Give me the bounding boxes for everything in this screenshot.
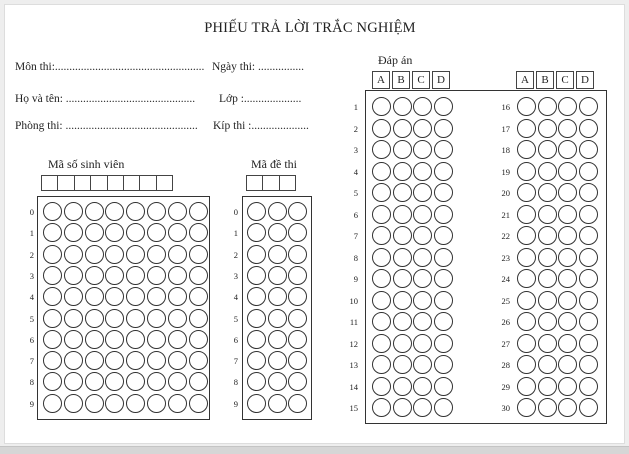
answer-bubble[interactable] bbox=[393, 162, 412, 181]
answer-bubble[interactable] bbox=[538, 377, 557, 396]
answer-bubble[interactable] bbox=[538, 355, 557, 374]
student-id-bubble[interactable] bbox=[64, 394, 83, 413]
row-digit-label: 0 bbox=[233, 207, 238, 217]
student-id-bubble[interactable] bbox=[64, 351, 83, 370]
exam-code-bubble[interactable] bbox=[268, 330, 287, 349]
student-id-bubble[interactable] bbox=[85, 266, 104, 285]
answer-bubble[interactable] bbox=[517, 312, 536, 331]
student-id-bubble[interactable] bbox=[85, 330, 104, 349]
student-id-bubble[interactable] bbox=[64, 330, 83, 349]
answer-bubble[interactable] bbox=[372, 248, 391, 267]
student-id-bubble[interactable] bbox=[189, 309, 208, 328]
exam-code-bubble[interactable] bbox=[268, 351, 287, 370]
question-number: 20 bbox=[501, 188, 510, 198]
student-id-bubble[interactable] bbox=[64, 245, 83, 264]
exam-code-bubble[interactable] bbox=[247, 202, 266, 221]
answer-bubble[interactable] bbox=[434, 162, 453, 181]
exam-code-digit-box bbox=[262, 175, 279, 191]
exam-code-digit-box bbox=[246, 175, 263, 191]
student-id-bubble[interactable] bbox=[64, 309, 83, 328]
answer-option-d-header: D bbox=[432, 71, 450, 89]
student-id-bubble[interactable] bbox=[168, 287, 187, 306]
question-number: 26 bbox=[501, 317, 510, 327]
answer-bubble[interactable] bbox=[538, 398, 557, 417]
question-number: 11 bbox=[349, 317, 358, 327]
answer-bubble[interactable] bbox=[434, 119, 453, 138]
student-id-bubble[interactable] bbox=[189, 351, 208, 370]
student-id-bubble[interactable] bbox=[189, 330, 208, 349]
student-id-bubble[interactable] bbox=[168, 351, 187, 370]
answer-bubble[interactable] bbox=[579, 312, 598, 331]
question-number: 7 bbox=[353, 231, 358, 241]
answer-bubble[interactable] bbox=[393, 334, 412, 353]
student-id-bubble[interactable] bbox=[105, 309, 124, 328]
answer-bubble[interactable] bbox=[393, 398, 412, 417]
answer-bubble[interactable] bbox=[579, 398, 598, 417]
student-id-bubble[interactable] bbox=[126, 394, 145, 413]
question-number: 6 bbox=[353, 209, 358, 220]
mon-thi-field: Môn thi:.................................................... bbox=[15, 61, 205, 73]
student-id-bubble[interactable] bbox=[168, 394, 187, 413]
answer-bubble[interactable] bbox=[558, 334, 577, 353]
answer-bubble[interactable] bbox=[538, 183, 557, 202]
answer-bubble[interactable] bbox=[372, 183, 391, 202]
student-id-bubble[interactable] bbox=[147, 394, 166, 413]
row-digit-label: 2 bbox=[29, 249, 34, 260]
student-id-bubble[interactable] bbox=[168, 245, 187, 264]
row-digit-label: 5 bbox=[29, 313, 34, 324]
answer-bubble[interactable] bbox=[393, 248, 412, 267]
exam-code-bubble[interactable] bbox=[268, 223, 287, 242]
answer-bubble[interactable] bbox=[434, 269, 453, 288]
answer-bubble[interactable] bbox=[372, 398, 391, 417]
student-id-bubble[interactable] bbox=[126, 309, 145, 328]
answer-bubble[interactable] bbox=[393, 119, 412, 138]
exam-code-bubble[interactable] bbox=[247, 330, 266, 349]
exam-code-bubble[interactable] bbox=[247, 245, 266, 264]
question-number: 21 bbox=[501, 209, 510, 220]
question-number: 5 bbox=[353, 188, 358, 198]
answer-bubble[interactable] bbox=[434, 248, 453, 267]
answer-bubble[interactable] bbox=[579, 269, 598, 288]
answer-bubble[interactable] bbox=[372, 291, 391, 310]
answer-option-a-header: A bbox=[516, 71, 534, 89]
student-id-digit-box bbox=[41, 175, 58, 191]
answer-bubble[interactable] bbox=[413, 312, 432, 331]
exam-code-write-boxes bbox=[246, 175, 295, 191]
student-id-bubble[interactable] bbox=[64, 287, 83, 306]
answer-option-b-header: B bbox=[536, 71, 554, 89]
answer-bubble[interactable] bbox=[538, 119, 557, 138]
student-id-bubble[interactable] bbox=[64, 202, 83, 221]
question-number: 2 bbox=[353, 123, 358, 134]
row-digit-label: 6 bbox=[29, 334, 34, 345]
answer-bubble[interactable] bbox=[558, 291, 577, 310]
answer-option-d-header: D bbox=[576, 71, 594, 89]
student-id-bubble[interactable] bbox=[189, 372, 208, 391]
question-number: 24 bbox=[501, 274, 510, 284]
student-id-digit-box bbox=[74, 175, 91, 191]
student-id-bubble[interactable] bbox=[85, 223, 104, 242]
answer-bubble[interactable] bbox=[393, 291, 412, 310]
ho-ten-field: Họ và tên: ............................................. bbox=[15, 93, 196, 105]
answer-bubble[interactable] bbox=[413, 183, 432, 202]
answer-bubble[interactable] bbox=[413, 269, 432, 288]
answer-bubble[interactable] bbox=[372, 355, 391, 374]
student-id-bubble[interactable] bbox=[147, 266, 166, 285]
student-id-bubble[interactable] bbox=[189, 223, 208, 242]
student-id-bubble[interactable] bbox=[147, 245, 166, 264]
student-id-bubble[interactable] bbox=[85, 287, 104, 306]
student-id-write-boxes bbox=[41, 175, 172, 191]
exam-code-bubble[interactable] bbox=[247, 351, 266, 370]
ngay-thi-field: Ngày thi: ................ bbox=[212, 61, 304, 73]
row-digit-label: 8 bbox=[233, 377, 238, 388]
student-id-bubble[interactable] bbox=[64, 223, 83, 242]
student-id-bubble[interactable] bbox=[147, 330, 166, 349]
exam-code-bubble[interactable] bbox=[288, 330, 307, 349]
row-digit-label: 9 bbox=[29, 398, 34, 409]
answer-bubble[interactable] bbox=[413, 377, 432, 396]
answer-bubble[interactable] bbox=[434, 226, 453, 245]
student-id-bubble[interactable] bbox=[168, 202, 187, 221]
answer-bubble[interactable] bbox=[538, 248, 557, 267]
question-number: 22 bbox=[501, 231, 510, 241]
student-id-bubble[interactable] bbox=[85, 202, 104, 221]
answer-bubble[interactable] bbox=[372, 377, 391, 396]
answer-bubble[interactable] bbox=[434, 97, 453, 116]
answer-bubble[interactable] bbox=[413, 248, 432, 267]
exam-code-bubble[interactable] bbox=[288, 245, 307, 264]
exam-code-bubble[interactable] bbox=[247, 394, 266, 413]
row-digit-label: 2 bbox=[233, 249, 238, 260]
student-id-bubble[interactable] bbox=[168, 330, 187, 349]
answer-bubble[interactable] bbox=[579, 334, 598, 353]
answer-bubble[interactable] bbox=[579, 377, 598, 396]
answer-bubble[interactable] bbox=[517, 183, 536, 202]
exam-code-label: Mã đề thi bbox=[251, 157, 297, 171]
answer-option-c-header: C bbox=[412, 71, 430, 89]
answer-bubble[interactable] bbox=[558, 355, 577, 374]
answer-option-a-header: A bbox=[372, 71, 390, 89]
answer-bubble[interactable] bbox=[517, 398, 536, 417]
answer-bubble[interactable] bbox=[434, 291, 453, 310]
student-id-bubble[interactable] bbox=[126, 330, 145, 349]
answer-bubble[interactable] bbox=[558, 269, 577, 288]
student-id-bubble[interactable] bbox=[43, 330, 62, 349]
answer-bubble[interactable] bbox=[538, 291, 557, 310]
question-number: 23 bbox=[501, 252, 510, 263]
exam-code-bubble[interactable] bbox=[288, 202, 307, 221]
answer-bubble[interactable] bbox=[413, 398, 432, 417]
answer-bubble[interactable] bbox=[517, 377, 536, 396]
answer-bubble[interactable] bbox=[372, 334, 391, 353]
exam-code-bubble[interactable] bbox=[288, 309, 307, 328]
answer-bubble[interactable] bbox=[517, 355, 536, 374]
answer-bubble[interactable] bbox=[579, 226, 598, 245]
answers-label: Đáp án bbox=[378, 53, 413, 67]
answer-bubble[interactable] bbox=[434, 312, 453, 331]
row-digit-label: 8 bbox=[29, 377, 34, 388]
answer-bubble[interactable] bbox=[538, 97, 557, 116]
answer-bubble[interactable] bbox=[372, 205, 391, 224]
question-number: 10 bbox=[349, 295, 358, 306]
answer-bubble[interactable] bbox=[558, 183, 577, 202]
answer-bubble[interactable] bbox=[538, 269, 557, 288]
question-number: 25 bbox=[501, 295, 510, 306]
answer-bubble[interactable] bbox=[372, 312, 391, 331]
answer-bubble[interactable] bbox=[517, 269, 536, 288]
student-id-bubble[interactable] bbox=[64, 266, 83, 285]
answer-bubble[interactable] bbox=[434, 398, 453, 417]
question-number: 29 bbox=[501, 381, 510, 392]
question-number: 17 bbox=[501, 123, 510, 134]
answer-bubble[interactable] bbox=[579, 291, 598, 310]
answer-bubble[interactable] bbox=[517, 334, 536, 353]
row-digit-label: 5 bbox=[233, 313, 238, 324]
answer-bubble[interactable] bbox=[372, 226, 391, 245]
row-digit-label: 3 bbox=[29, 270, 34, 281]
phong-thi-field: Phòng thi: .............................................. bbox=[15, 120, 198, 132]
answer-bubble[interactable] bbox=[372, 97, 391, 116]
answer-bubble[interactable] bbox=[579, 119, 598, 138]
answer-bubble[interactable] bbox=[372, 140, 391, 159]
exam-code-bubble[interactable] bbox=[247, 309, 266, 328]
answer-options-header-1 bbox=[372, 71, 452, 89]
answer-bubble[interactable] bbox=[413, 205, 432, 224]
exam-code-bubble[interactable] bbox=[288, 266, 307, 285]
answer-bubble[interactable] bbox=[413, 226, 432, 245]
answer-bubble[interactable] bbox=[517, 226, 536, 245]
answer-bubble[interactable] bbox=[393, 97, 412, 116]
exam-code-bubble[interactable] bbox=[288, 394, 307, 413]
answer-bubble[interactable] bbox=[413, 119, 432, 138]
row-digit-label: 9 bbox=[233, 398, 238, 409]
question-number: 19 bbox=[501, 166, 510, 177]
kip-thi-field: Kíp thi :.................... bbox=[213, 120, 309, 132]
student-id-bubble[interactable] bbox=[43, 394, 62, 413]
answer-bubble[interactable] bbox=[413, 162, 432, 181]
student-id-bubble[interactable] bbox=[168, 309, 187, 328]
student-id-bubble[interactable] bbox=[147, 351, 166, 370]
answer-bubble[interactable] bbox=[434, 183, 453, 202]
row-digit-label: 7 bbox=[29, 356, 34, 367]
row-digit-label: 1 bbox=[29, 228, 34, 239]
exam-code-bubble[interactable] bbox=[268, 394, 287, 413]
answer-bubble[interactable] bbox=[538, 312, 557, 331]
answer-bubble[interactable] bbox=[372, 269, 391, 288]
student-id-bubble[interactable] bbox=[147, 202, 166, 221]
student-id-bubble[interactable] bbox=[105, 245, 124, 264]
exam-code-bubble[interactable] bbox=[268, 309, 287, 328]
answer-bubble[interactable] bbox=[393, 183, 412, 202]
exam-code-bubble[interactable] bbox=[247, 266, 266, 285]
answer-bubble[interactable] bbox=[517, 140, 536, 159]
answer-bubble[interactable] bbox=[393, 140, 412, 159]
question-number: 8 bbox=[353, 252, 358, 263]
answer-bubble[interactable] bbox=[372, 162, 391, 181]
student-id-bubble[interactable] bbox=[189, 394, 208, 413]
student-id-bubble[interactable] bbox=[85, 309, 104, 328]
student-id-digit-box bbox=[123, 175, 140, 191]
answer-bubble[interactable] bbox=[517, 205, 536, 224]
answer-bubble[interactable] bbox=[413, 97, 432, 116]
lop-field: Lớp :.................... bbox=[219, 93, 302, 105]
student-id-bubble[interactable] bbox=[85, 245, 104, 264]
question-number: 30 bbox=[501, 403, 510, 413]
question-number: 9 bbox=[353, 274, 358, 284]
answer-bubble[interactable] bbox=[517, 119, 536, 138]
page-bottom-edge bbox=[0, 446, 629, 454]
student-id-bubble[interactable] bbox=[189, 287, 208, 306]
answer-bubble[interactable] bbox=[393, 269, 412, 288]
student-id-bubble[interactable] bbox=[85, 372, 104, 391]
student-id-digit-box bbox=[57, 175, 74, 191]
row-digit-label: 6 bbox=[233, 334, 238, 345]
sheet-title: PHIẾU TRẢ LỜI TRẮC NGHIỆM bbox=[204, 20, 416, 36]
answer-bubble[interactable] bbox=[558, 205, 577, 224]
student-id-bubble[interactable] bbox=[85, 394, 104, 413]
student-id-bubble[interactable] bbox=[189, 266, 208, 285]
student-id-bubble[interactable] bbox=[147, 309, 166, 328]
student-id-digit-box bbox=[107, 175, 124, 191]
student-id-digit-box bbox=[90, 175, 107, 191]
question-number: 15 bbox=[349, 403, 358, 413]
answer-bubble[interactable] bbox=[393, 377, 412, 396]
answer-bubble[interactable] bbox=[434, 334, 453, 353]
question-number: 1 bbox=[353, 102, 358, 112]
answer-bubble[interactable] bbox=[579, 162, 598, 181]
answer-bubble[interactable] bbox=[434, 140, 453, 159]
student-id-bubble[interactable] bbox=[43, 245, 62, 264]
answer-bubble[interactable] bbox=[558, 312, 577, 331]
row-digit-label: 3 bbox=[233, 270, 238, 281]
question-number: 14 bbox=[349, 381, 358, 392]
answer-bubble[interactable] bbox=[434, 355, 453, 374]
student-id-bubble[interactable] bbox=[85, 351, 104, 370]
answer-bubble[interactable] bbox=[393, 205, 412, 224]
exam-code-digit-box bbox=[279, 175, 296, 191]
answer-bubble[interactable] bbox=[579, 183, 598, 202]
answer-bubble[interactable] bbox=[413, 334, 432, 353]
answer-bubble[interactable] bbox=[434, 205, 453, 224]
answer-bubble[interactable] bbox=[558, 97, 577, 116]
student-id-bubble[interactable] bbox=[43, 351, 62, 370]
student-id-label: Mã số sinh viên bbox=[48, 157, 125, 171]
student-id-digit-box bbox=[139, 175, 156, 191]
student-id-bubble[interactable] bbox=[126, 245, 145, 264]
answer-bubble[interactable] bbox=[517, 97, 536, 116]
student-id-bubble[interactable] bbox=[189, 245, 208, 264]
question-number: 27 bbox=[501, 338, 510, 349]
question-number: 16 bbox=[501, 102, 510, 112]
answer-bubble[interactable] bbox=[579, 97, 598, 116]
student-id-bubble[interactable] bbox=[168, 223, 187, 242]
row-digit-label: 7 bbox=[233, 356, 238, 367]
answer-bubble[interactable] bbox=[558, 119, 577, 138]
answer-option-b-header: B bbox=[392, 71, 410, 89]
answer-bubble[interactable] bbox=[538, 334, 557, 353]
student-id-bubble[interactable] bbox=[43, 202, 62, 221]
question-number: 18 bbox=[501, 145, 510, 155]
student-id-bubble[interactable] bbox=[105, 394, 124, 413]
answer-bubble[interactable] bbox=[558, 248, 577, 267]
row-digit-label: 1 bbox=[233, 228, 238, 239]
question-number: 13 bbox=[349, 360, 358, 370]
answer-bubble[interactable] bbox=[393, 355, 412, 374]
student-id-digit-box bbox=[156, 175, 173, 191]
answer-bubble[interactable] bbox=[558, 377, 577, 396]
answer-bubble[interactable] bbox=[579, 355, 598, 374]
answer-bubble[interactable] bbox=[558, 162, 577, 181]
answer-bubble[interactable] bbox=[372, 119, 391, 138]
answer-bubble[interactable] bbox=[517, 291, 536, 310]
answer-bubble[interactable] bbox=[538, 140, 557, 159]
answer-bubble[interactable] bbox=[413, 355, 432, 374]
answer-bubble[interactable] bbox=[558, 398, 577, 417]
answer-options-header-2 bbox=[516, 71, 596, 89]
student-id-bubble[interactable] bbox=[168, 266, 187, 285]
question-number: 4 bbox=[353, 166, 358, 177]
answer-bubble[interactable] bbox=[517, 162, 536, 181]
exam-code-bubble[interactable] bbox=[288, 351, 307, 370]
answer-bubble[interactable] bbox=[579, 248, 598, 267]
student-id-bubble[interactable] bbox=[126, 266, 145, 285]
answer-bubble[interactable] bbox=[579, 205, 598, 224]
answer-bubble[interactable] bbox=[558, 226, 577, 245]
answer-bubble[interactable] bbox=[517, 248, 536, 267]
student-id-bubble[interactable] bbox=[43, 309, 62, 328]
answer-bubble[interactable] bbox=[434, 377, 453, 396]
student-id-bubble[interactable] bbox=[43, 266, 62, 285]
exam-code-bubble[interactable] bbox=[268, 202, 287, 221]
answer-bubble[interactable] bbox=[393, 226, 412, 245]
answer-bubble[interactable] bbox=[558, 140, 577, 159]
answer-bubble[interactable] bbox=[579, 140, 598, 159]
student-id-bubble[interactable] bbox=[189, 202, 208, 221]
question-number: 12 bbox=[349, 338, 358, 349]
answer-bubble[interactable] bbox=[413, 291, 432, 310]
row-digit-label: 4 bbox=[233, 292, 238, 303]
answer-option-c-header: C bbox=[556, 71, 574, 89]
question-number: 28 bbox=[501, 360, 510, 370]
answer-bubble[interactable] bbox=[538, 162, 557, 181]
answer-bubble[interactable] bbox=[538, 226, 557, 245]
row-digit-label: 4 bbox=[29, 292, 34, 303]
answer-bubble[interactable] bbox=[413, 140, 432, 159]
answer-bubble[interactable] bbox=[538, 205, 557, 224]
question-number: 3 bbox=[353, 145, 358, 155]
exam-code-bubble[interactable] bbox=[268, 266, 287, 285]
exam-code-bubble[interactable] bbox=[268, 287, 287, 306]
answer-bubble[interactable] bbox=[393, 312, 412, 331]
row-digit-label: 0 bbox=[29, 207, 34, 217]
exam-code-bubble[interactable] bbox=[268, 372, 287, 391]
exam-code-bubble[interactable] bbox=[268, 245, 287, 264]
